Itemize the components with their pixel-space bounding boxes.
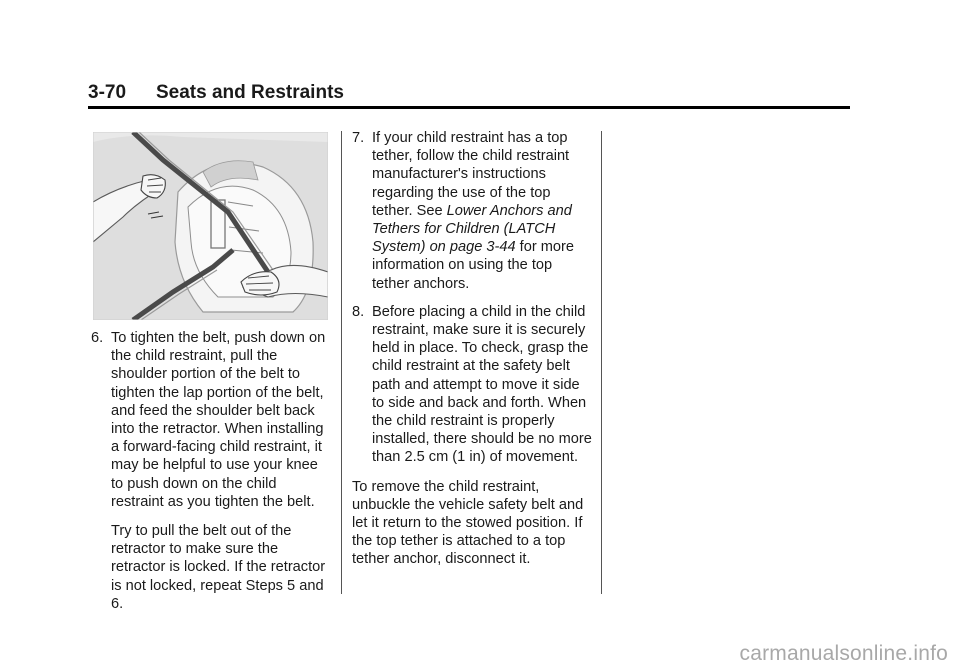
- step-8: [352, 303, 592, 467]
- left-column-text: [91, 329, 331, 613]
- step-text: If your child restraint has a top tether, follow the child restraint manufacturer's instructions regarding the use of the top tether. See Lower Anchors and Tethers for Children (LATCH System) on page 3-44 for more information on using the top tether anchors.: [372, 130, 574, 292]
- step-number: 6.: [91, 330, 104, 346]
- section-title: Seats and Restraints: [156, 82, 344, 103]
- cross-reference-link[interactable]: Lower Anchors and Tethers for Children (LATCH System) on page 3-44: [372, 202, 572, 256]
- step-text: To tighten the belt, push down on the child restraint, pull the shoulder portion of the belt to tighten the lap portion of the belt, and feed the shoulder belt back into the retractor. When installing a forward-facing child restraint, it may be helpful to use your knee to push down on the child restraint as you tighten the belt.: [111, 330, 326, 510]
- child-seat-installation-illustration: [93, 132, 328, 320]
- step-number: 8.: [352, 303, 365, 320]
- page-header: [88, 80, 850, 109]
- step-continuation: Try to pull the belt out of the retractor to make sure the retractor is locked. If the retractor is not locked, repeat Steps 5 and 6.: [111, 523, 326, 612]
- closing-paragraph: To remove the child restraint, unbuckle the vehicle safety belt and let it return to the stowed position. If the top tether is attached to a top tether anchor, disconnect it.: [352, 478, 584, 568]
- step-7: [352, 129, 592, 293]
- step-number: 7.: [352, 130, 365, 146]
- header-title: [88, 82, 344, 104]
- right-column-text: [352, 129, 592, 569]
- step-text: Before placing a child in the child restraint, make sure it is securely held in place. To check, grasp the child restraint at the safety belt path and attempt to move it side to side and back and forth. When the child restraint is properly installed, there should be no more than 2.5 cm (1 in) of movement.: [372, 303, 592, 466]
- column-divider-right: [601, 131, 602, 594]
- column-divider-left: [341, 131, 342, 594]
- watermark: carmanualsonline.info: [739, 642, 948, 665]
- page-number: 3-70: [88, 82, 127, 103]
- step-6: [91, 329, 331, 613]
